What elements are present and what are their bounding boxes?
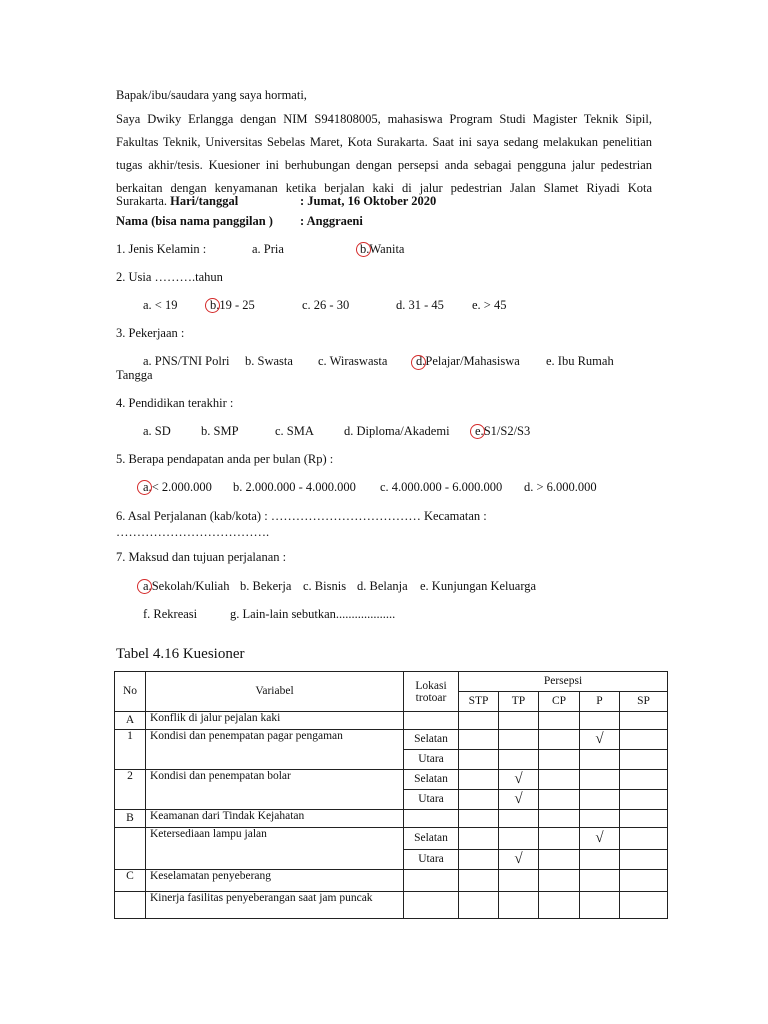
greeting: Bapak/ibu/saudara yang saya hormati, <box>116 88 307 102</box>
q5-option-a <box>143 480 212 495</box>
table-row <box>115 810 668 828</box>
row-label: Ketersediaan lampu jalan <box>146 828 404 870</box>
q7-label: 7. Maksud dan tujuan perjalanan : <box>116 550 287 564</box>
name-value: : Anggraeni <box>300 214 363 228</box>
questionnaire-table <box>114 671 668 919</box>
header-no: No <box>115 672 146 712</box>
row-no: 2 <box>115 770 146 810</box>
letter-line-4: berkaitan dengan kenyamanan ketika berjalan kaki di jalur pedestrian Jalan Slamet Riyadi Kota <box>116 181 652 195</box>
q1-option-b-text: Wanita <box>369 242 405 256</box>
table-row <box>115 892 668 919</box>
q4-option-b: b. SMP <box>201 424 239 438</box>
selection-circle <box>356 242 371 257</box>
q1-label: 1. Jenis Kelamin : <box>116 242 207 256</box>
lokasi-cell: Selatan <box>404 730 459 750</box>
table-row <box>115 730 668 750</box>
letter-last-line-start: Surakarta. <box>116 194 168 208</box>
q4-option-c: c. SMA <box>275 424 314 438</box>
row-label: Kondisi dan penempatan pagar pengaman <box>146 730 404 770</box>
q7-option-c: c. Bisnis <box>303 579 347 593</box>
q3-option-b: b. Swasta <box>245 354 293 368</box>
q7-option-a-text: Sekolah/Kuliah <box>151 579 230 593</box>
selection-circle <box>137 579 152 594</box>
lokasi-cell: Selatan <box>404 828 459 850</box>
q7-option-d: d. Belanja <box>357 579 408 593</box>
header-p: P <box>580 692 620 712</box>
row-label: Keselamatan penyeberang <box>146 870 404 892</box>
check-mark: √ <box>499 770 539 790</box>
header-cp: CP <box>539 692 580 712</box>
q4-option-a: a. SD <box>143 424 171 438</box>
row-no: A <box>115 712 146 730</box>
header-tp: TP <box>499 692 539 712</box>
date-value: : Jumat, 16 Oktober 2020 <box>300 194 437 208</box>
q3-label: 3. Pekerjaan : <box>116 326 185 340</box>
row-label: Kinerja fasilitas penyeberangan saat jam puncak <box>146 892 404 919</box>
letter-line-2: Fakultas Teknik, Universitas Sebelas Maret, Kota Surakarta. Saat ini saya sedang melakukan penelitian <box>116 135 652 149</box>
selection-circle <box>411 355 426 370</box>
table-header-row-1 <box>115 672 668 692</box>
q4-label: 4. Pendidikan terakhir : <box>116 396 234 410</box>
q5-option-d: d. > 6.000.000 <box>524 480 597 494</box>
q2-label: 2. Usia ……….tahun <box>116 270 223 284</box>
letter-line-1: Saya Dwiky Erlangga dengan NIM S941808005, mahasiswa Program Studi Magister Teknik Sipil, <box>116 112 652 126</box>
q5-option-b: b. 2.000.000 - 4.000.000 <box>233 480 356 494</box>
check-mark: √ <box>580 730 620 750</box>
lokasi-cell: Utara <box>404 790 459 810</box>
q3-option-d <box>416 354 520 369</box>
header-persepsi: Persepsi <box>459 672 668 692</box>
q5-option-a-mark: a. <box>143 480 152 494</box>
lokasi-cell: Utara <box>404 750 459 770</box>
check-mark: √ <box>499 850 539 870</box>
q7-option-a-mark: a. <box>143 579 152 593</box>
q2-option-b-text: 19 - 25 <box>219 298 255 312</box>
name-label: Nama (bisa nama panggilan ) <box>116 214 273 228</box>
q2-option-b-mark: b. <box>210 298 220 312</box>
q7-option-e: e. Kunjungan Keluarga <box>420 579 537 593</box>
header-sp: SP <box>620 692 668 712</box>
q3-option-d-text: Pelajar/Mahasiswa <box>425 354 520 368</box>
q2-option-c: c. 26 - 30 <box>302 298 350 312</box>
row-label: Keamanan dari Tindak Kejahatan <box>146 810 404 828</box>
q6-continued: ………………………………. <box>116 525 270 539</box>
row-label: Konflik di jalur pejalan kaki <box>146 712 404 730</box>
selection-circle <box>137 480 152 495</box>
table-row <box>115 770 668 790</box>
q2-option-d: d. 31 - 45 <box>396 298 444 312</box>
table-row <box>115 712 668 730</box>
q7-option-g: g. Lain-lain sebutkan................... <box>230 607 396 621</box>
selection-circle <box>470 424 485 439</box>
q5-option-c: c. 4.000.000 - 6.000.000 <box>380 480 503 494</box>
header-stp: STP <box>459 692 499 712</box>
letter-line-3: tugas akhir/tesis. Kuesioner ini berhubungan dengan persepsi anda sebagai pengguna jalur pedestrian <box>116 158 652 172</box>
q3-option-d-mark: d. <box>416 354 426 368</box>
q6-label: 6. Asal Perjalanan (kab/kota) : ……………………………… Kecamatan : <box>116 509 487 523</box>
q5-label: 5. Berapa pendapatan anda per bulan (Rp) : <box>116 452 334 466</box>
lokasi-cell: Utara <box>404 850 459 870</box>
q2-option-e: e. > 45 <box>472 298 507 312</box>
row-no: C <box>115 870 146 892</box>
letter-line-5 <box>116 194 238 209</box>
table-row <box>115 870 668 892</box>
header-variabel: Variabel <box>146 672 404 712</box>
q1-option-a: a. Pria <box>252 242 284 256</box>
lokasi-cell: Selatan <box>404 770 459 790</box>
q3-option-a: a. PNS/TNI Polri <box>143 354 230 368</box>
table-row <box>115 828 668 850</box>
q4-option-e-text: S1/S2/S3 <box>483 424 531 438</box>
q7-option-f: f. Rekreasi <box>143 607 198 621</box>
q3-option-e: e. Ibu Rumah <box>546 354 614 368</box>
q5-option-a-text: < 2.000.000 <box>151 480 212 494</box>
row-no: 1 <box>115 730 146 770</box>
header-lokasi: Lokasi trotoar <box>404 672 459 712</box>
q3-option-c: c. Wiraswasta <box>318 354 388 368</box>
date-label: Hari/tanggal <box>170 194 239 208</box>
q4-option-d: d. Diploma/Akademi <box>344 424 450 438</box>
row-label: Kondisi dan penempatan bolar <box>146 770 404 810</box>
selection-circle <box>205 298 220 313</box>
q1-option-b-mark: b. <box>360 242 370 256</box>
check-mark: √ <box>580 828 620 850</box>
q2-option-a: a. < 19 <box>143 298 178 312</box>
check-mark: √ <box>499 790 539 810</box>
q7-option-a <box>143 579 229 594</box>
q3-option-e-continued: Tangga <box>116 368 153 382</box>
q4-option-e-mark: e. <box>475 424 484 438</box>
q7-option-b: b. Bekerja <box>240 579 292 593</box>
row-no: B <box>115 810 146 828</box>
table-caption: Tabel 4.16 Kuesioner <box>116 646 245 662</box>
